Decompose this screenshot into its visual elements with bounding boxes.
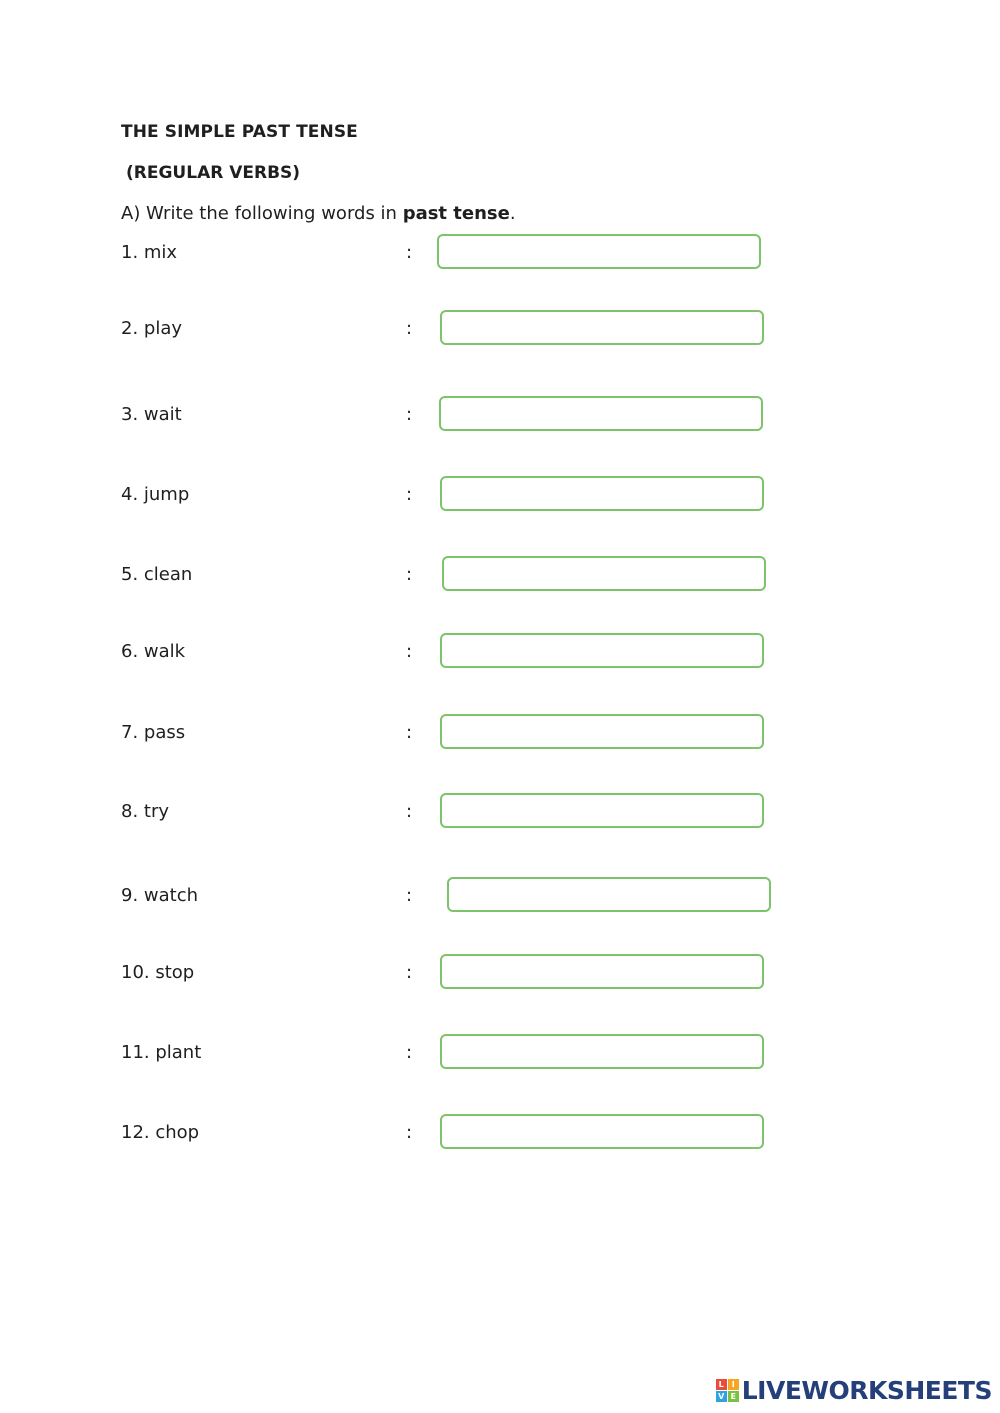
worksheet-title: THE SIMPLE PAST TENSE (121, 122, 358, 142)
verb-label: 7. pass (121, 722, 186, 743)
answer-input[interactable] (440, 1114, 764, 1149)
verb-label: 11. plant (121, 1042, 202, 1063)
liveworksheets-icon (716, 1379, 739, 1402)
verb-label: 2. play (121, 318, 183, 339)
logo-letter: E (728, 1391, 739, 1402)
exercise-row (0, 954, 1000, 994)
answer-input[interactable] (440, 633, 764, 668)
answer-input[interactable] (442, 556, 766, 591)
verb-label: 10. stop (121, 962, 195, 983)
verb-label: 9. watch (121, 885, 199, 906)
exercise-row (0, 310, 1000, 350)
exercise-row (0, 556, 1000, 596)
instruction-suffix: . (509, 203, 516, 224)
worksheet-subtitle: (REGULAR VERBS) (126, 163, 301, 183)
answer-input[interactable] (439, 396, 763, 431)
exercise-row (0, 234, 1000, 274)
logo-letter: I (728, 1379, 739, 1390)
verb-label: 6. walk (121, 641, 186, 662)
exercise-row (0, 633, 1000, 673)
answer-input[interactable] (447, 877, 771, 912)
answer-input[interactable] (440, 793, 764, 828)
separator: : (406, 1122, 413, 1143)
verb-label: 8. try (121, 801, 170, 822)
separator: : (406, 484, 413, 505)
exercise-row (0, 714, 1000, 754)
exercise-row (0, 1034, 1000, 1074)
separator: : (406, 885, 413, 906)
verb-label: 3. wait (121, 404, 182, 425)
instruction-emphasis: past tense (402, 203, 510, 224)
verb-label: 12. chop (121, 1122, 200, 1143)
brand-name: LIVEWORKSHEETS (741, 1376, 992, 1405)
separator: : (406, 641, 413, 662)
logo-letter: L (716, 1379, 727, 1390)
answer-input[interactable] (440, 476, 764, 511)
answer-input[interactable] (440, 310, 764, 345)
exercise-row (0, 1114, 1000, 1154)
logo-letter: V (716, 1391, 727, 1402)
separator: : (406, 404, 413, 425)
answer-input[interactable] (440, 954, 764, 989)
separator: : (406, 318, 413, 339)
exercise-row (0, 877, 1000, 917)
instruction-prefix: A) Write the following words in (121, 203, 403, 224)
verb-label: 1. mix (121, 242, 178, 263)
answer-input[interactable] (440, 714, 764, 749)
answer-input[interactable] (437, 234, 761, 269)
verb-label: 5. clean (121, 564, 193, 585)
instruction (121, 203, 516, 224)
separator: : (406, 962, 413, 983)
separator: : (406, 801, 413, 822)
exercise-row (0, 793, 1000, 833)
separator: : (406, 242, 413, 263)
exercise-row (0, 396, 1000, 436)
separator: : (406, 1042, 413, 1063)
verb-label: 4. jump (121, 484, 190, 505)
answer-input[interactable] (440, 1034, 764, 1069)
separator: : (406, 722, 413, 743)
exercise-row (0, 476, 1000, 516)
separator: : (406, 564, 413, 585)
brand-logo[interactable] (716, 1376, 992, 1405)
